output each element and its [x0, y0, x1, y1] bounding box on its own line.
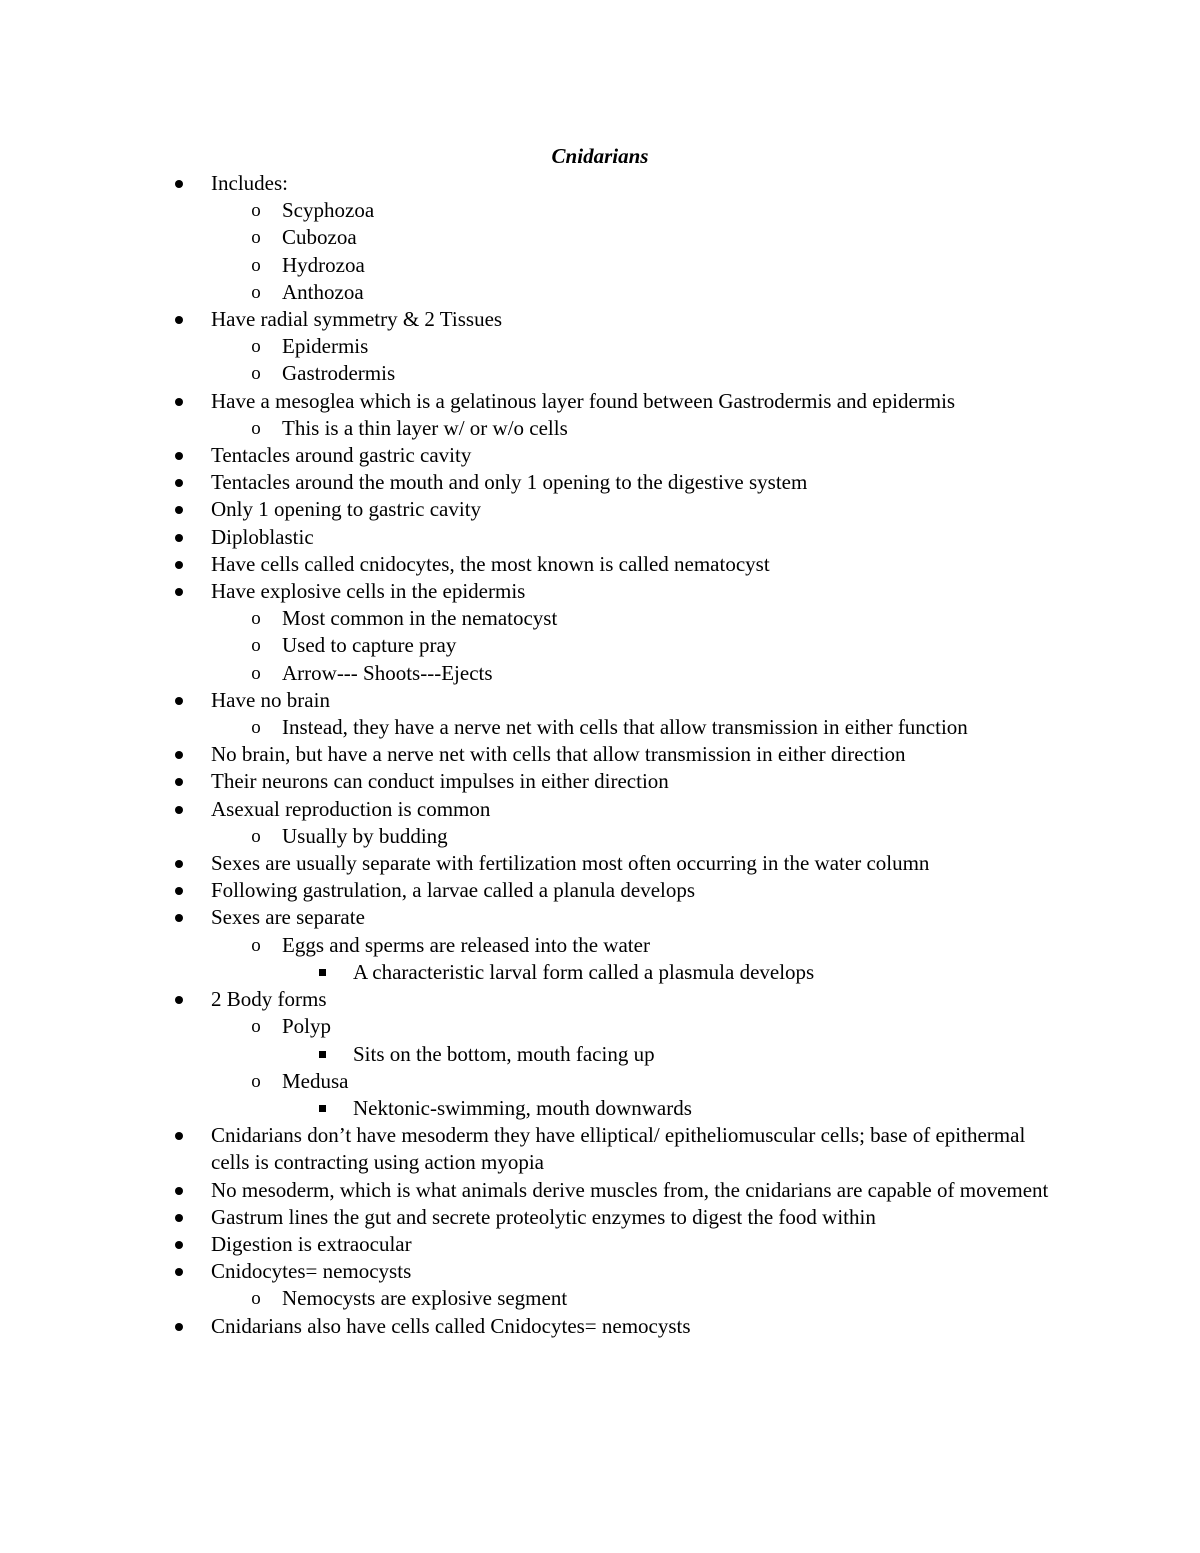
bullet-item — [0, 170, 1061, 197]
filled-circle-bullet-icon — [175, 806, 183, 814]
bullet-text: Asexual reproduction is common — [211, 796, 491, 821]
bullet-text: Sexes are usually separate with fertilization most often occurring in the water column — [211, 851, 930, 876]
bullet-item — [0, 904, 1061, 931]
bullet-text: Hydrozoa — [282, 252, 365, 277]
bullet-text: Nemocysts are explosive segment — [282, 1286, 568, 1311]
sub-bullet-item — [0, 1285, 1082, 1312]
sub-bullet-item — [0, 932, 1082, 959]
sub-sub-bullet-item — [0, 959, 1093, 986]
sub-bullet-item — [0, 714, 1082, 741]
filled-circle-bullet-icon — [175, 751, 183, 759]
filled-circle-bullet-icon — [175, 316, 183, 324]
bullet-text: Cnidarians also have cells called Cnidocytes= nemocysts — [211, 1313, 691, 1338]
bullet-text: Gastrum lines the gut and secrete proteolytic enzymes to digest the food within — [211, 1204, 876, 1229]
bullet-item — [0, 1313, 1061, 1340]
bullet-item — [0, 768, 1061, 795]
bullet-text: Anthozoa — [282, 279, 364, 304]
bullet-item — [0, 1258, 1061, 1285]
bullet-item — [0, 986, 1061, 1013]
bullet-item — [0, 1122, 1061, 1176]
sub-bullet-item — [0, 279, 1082, 306]
hollow-circle-bullet-icon: o — [251, 417, 261, 439]
bullet-text: Medusa — [282, 1068, 349, 1093]
hollow-circle-bullet-icon: o — [251, 1070, 261, 1092]
sub-bullet-item — [0, 197, 1082, 224]
hollow-circle-bullet-icon: o — [251, 717, 261, 739]
filled-circle-bullet-icon — [175, 1132, 183, 1140]
sub-bullet-item — [0, 605, 1082, 632]
bullet-text: Following gastrulation, a larvae called a planula develops — [211, 878, 696, 903]
bullet-text: Nektonic-swimming, mouth downwards — [353, 1095, 692, 1120]
filled-circle-bullet-icon — [175, 588, 183, 596]
filled-circle-bullet-icon — [175, 697, 183, 705]
filled-circle-bullet-icon — [175, 860, 183, 868]
bullet-text: Their neurons can conduct impulses in either direction — [211, 769, 669, 794]
sub-bullet-item — [0, 333, 1082, 360]
filled-circle-bullet-icon — [175, 398, 183, 406]
filled-circle-bullet-icon — [175, 887, 183, 895]
bullet-text: Epidermis — [282, 334, 369, 359]
hollow-circle-bullet-icon: o — [251, 1016, 261, 1038]
bullet-item — [0, 850, 1061, 877]
bullet-text: Includes: — [211, 171, 288, 195]
square-bullet-icon — [319, 969, 326, 976]
bullet-item — [0, 741, 1061, 768]
sub-bullet-item — [0, 1013, 1082, 1040]
bullet-text: Have a mesoglea which is a gelatinous layer found between Gastrodermis and epidermis — [211, 388, 956, 413]
hollow-circle-bullet-icon: o — [251, 254, 261, 276]
bullet-item — [0, 388, 1061, 415]
bullet-item — [0, 306, 1061, 333]
hollow-circle-bullet-icon: o — [251, 662, 261, 684]
hollow-circle-bullet-icon: o — [251, 336, 261, 358]
filled-circle-bullet-icon — [175, 1323, 183, 1331]
sub-bullet-item — [0, 360, 1082, 387]
sub-bullet-item — [0, 632, 1082, 659]
square-bullet-icon — [319, 1051, 326, 1058]
bullet-text: Polyp — [282, 1014, 332, 1039]
bullet-text: No mesoderm, which is what animals derive muscles from, the cnidarians are capable of movement — [211, 1177, 1049, 1202]
bullet-text: Usually by budding — [282, 823, 448, 848]
filled-circle-bullet-icon — [175, 180, 183, 188]
filled-circle-bullet-icon — [175, 506, 183, 514]
filled-circle-bullet-icon — [175, 1214, 183, 1222]
bullet-item — [0, 469, 1061, 496]
sub-bullet-item — [0, 823, 1082, 850]
hollow-circle-bullet-icon: o — [251, 608, 261, 630]
bullet-item — [0, 687, 1061, 714]
bullet-item — [0, 442, 1061, 469]
filled-circle-bullet-icon — [175, 1241, 183, 1249]
sub-bullet-item — [0, 252, 1082, 279]
hollow-circle-bullet-icon: o — [251, 825, 261, 847]
bullet-item — [0, 1231, 1061, 1258]
bullet-text: Have explosive cells in the epidermis — [211, 579, 526, 604]
bullet-text: Instead, they have a nerve net with cells that allow transmission in either function — [282, 715, 968, 740]
bullet-text: Eggs and sperms are released into the water — [282, 932, 650, 957]
bullet-item — [0, 578, 1061, 605]
filled-circle-bullet-icon — [175, 778, 183, 786]
bullet-text: Used to capture pray — [282, 633, 457, 658]
bullet-list — [0, 170, 1200, 1340]
bullet-text: This is a thin layer w/ or w/o cells — [282, 415, 568, 440]
bullet-text: Gastrodermis — [282, 361, 396, 386]
bullet-item — [0, 877, 1061, 904]
bullet-text: 2 Body forms — [211, 987, 327, 1012]
bullet-text: Tentacles around the mouth and only 1 opening to the digestive system — [211, 470, 808, 495]
square-bullet-icon — [319, 1105, 326, 1112]
hollow-circle-bullet-icon: o — [251, 227, 261, 249]
filled-circle-bullet-icon — [175, 452, 183, 460]
sub-bullet-item — [0, 1068, 1082, 1095]
bullet-text: Only 1 opening to gastric cavity — [211, 497, 482, 522]
bullet-item — [0, 1204, 1061, 1231]
bullet-text: Tentacles around gastric cavity — [211, 443, 472, 468]
bullet-text: Sexes are separate — [211, 905, 365, 930]
bullet-text: Cnidarians don’t have mesoderm they have elliptical/ epitheliomuscular cells; base of epithermal cells is contracting using action myopia — [211, 1123, 1026, 1175]
filled-circle-bullet-icon — [175, 1268, 183, 1276]
filled-circle-bullet-icon — [175, 561, 183, 569]
bullet-text: A characteristic larval form called a plasmula develops — [353, 959, 815, 984]
bullet-text: Cubozoa — [282, 225, 357, 250]
sub-bullet-item — [0, 224, 1082, 251]
bullet-text: Most common in the nematocyst — [282, 606, 558, 631]
sub-sub-bullet-item — [0, 1041, 1093, 1068]
hollow-circle-bullet-icon: o — [251, 635, 261, 657]
filled-circle-bullet-icon — [175, 996, 183, 1004]
bullet-text: Arrow--- Shoots---Ejects — [282, 660, 493, 685]
sub-sub-bullet-item — [0, 1095, 1093, 1122]
hollow-circle-bullet-icon: o — [251, 363, 261, 385]
bullet-text: Digestion is extraocular — [211, 1231, 412, 1256]
bullet-text: Have cells called cnidocytes, the most known is called nematocyst — [211, 551, 770, 576]
bullet-text: Cnidocytes= nemocysts — [211, 1259, 412, 1284]
bullet-text: Diploblastic — [211, 524, 314, 549]
bullet-item — [0, 524, 1061, 551]
filled-circle-bullet-icon — [175, 914, 183, 922]
bullet-text: Have no brain — [211, 687, 330, 712]
hollow-circle-bullet-icon: o — [251, 934, 261, 956]
hollow-circle-bullet-icon: o — [251, 1288, 261, 1310]
filled-circle-bullet-icon — [175, 534, 183, 542]
bullet-text: Have radial symmetry & 2 Tissues — [211, 307, 503, 332]
bullet-item — [0, 496, 1061, 523]
hollow-circle-bullet-icon: o — [251, 281, 261, 303]
bullet-text: Sits on the bottom, mouth facing up — [353, 1041, 655, 1066]
bullet-item — [0, 796, 1061, 823]
filled-circle-bullet-icon — [175, 1187, 183, 1195]
sub-bullet-item — [0, 415, 1082, 442]
filled-circle-bullet-icon — [175, 479, 183, 487]
sub-bullet-item — [0, 660, 1082, 687]
bullet-text: No brain, but have a nerve net with cells that allow transmission in either direction — [211, 742, 906, 767]
bullet-item — [0, 551, 1061, 578]
page-title: Cnidarians — [551, 144, 649, 168]
hollow-circle-bullet-icon: o — [251, 200, 261, 222]
bullet-item — [0, 1177, 1061, 1204]
bullet-text: Scyphozoa — [282, 198, 375, 223]
